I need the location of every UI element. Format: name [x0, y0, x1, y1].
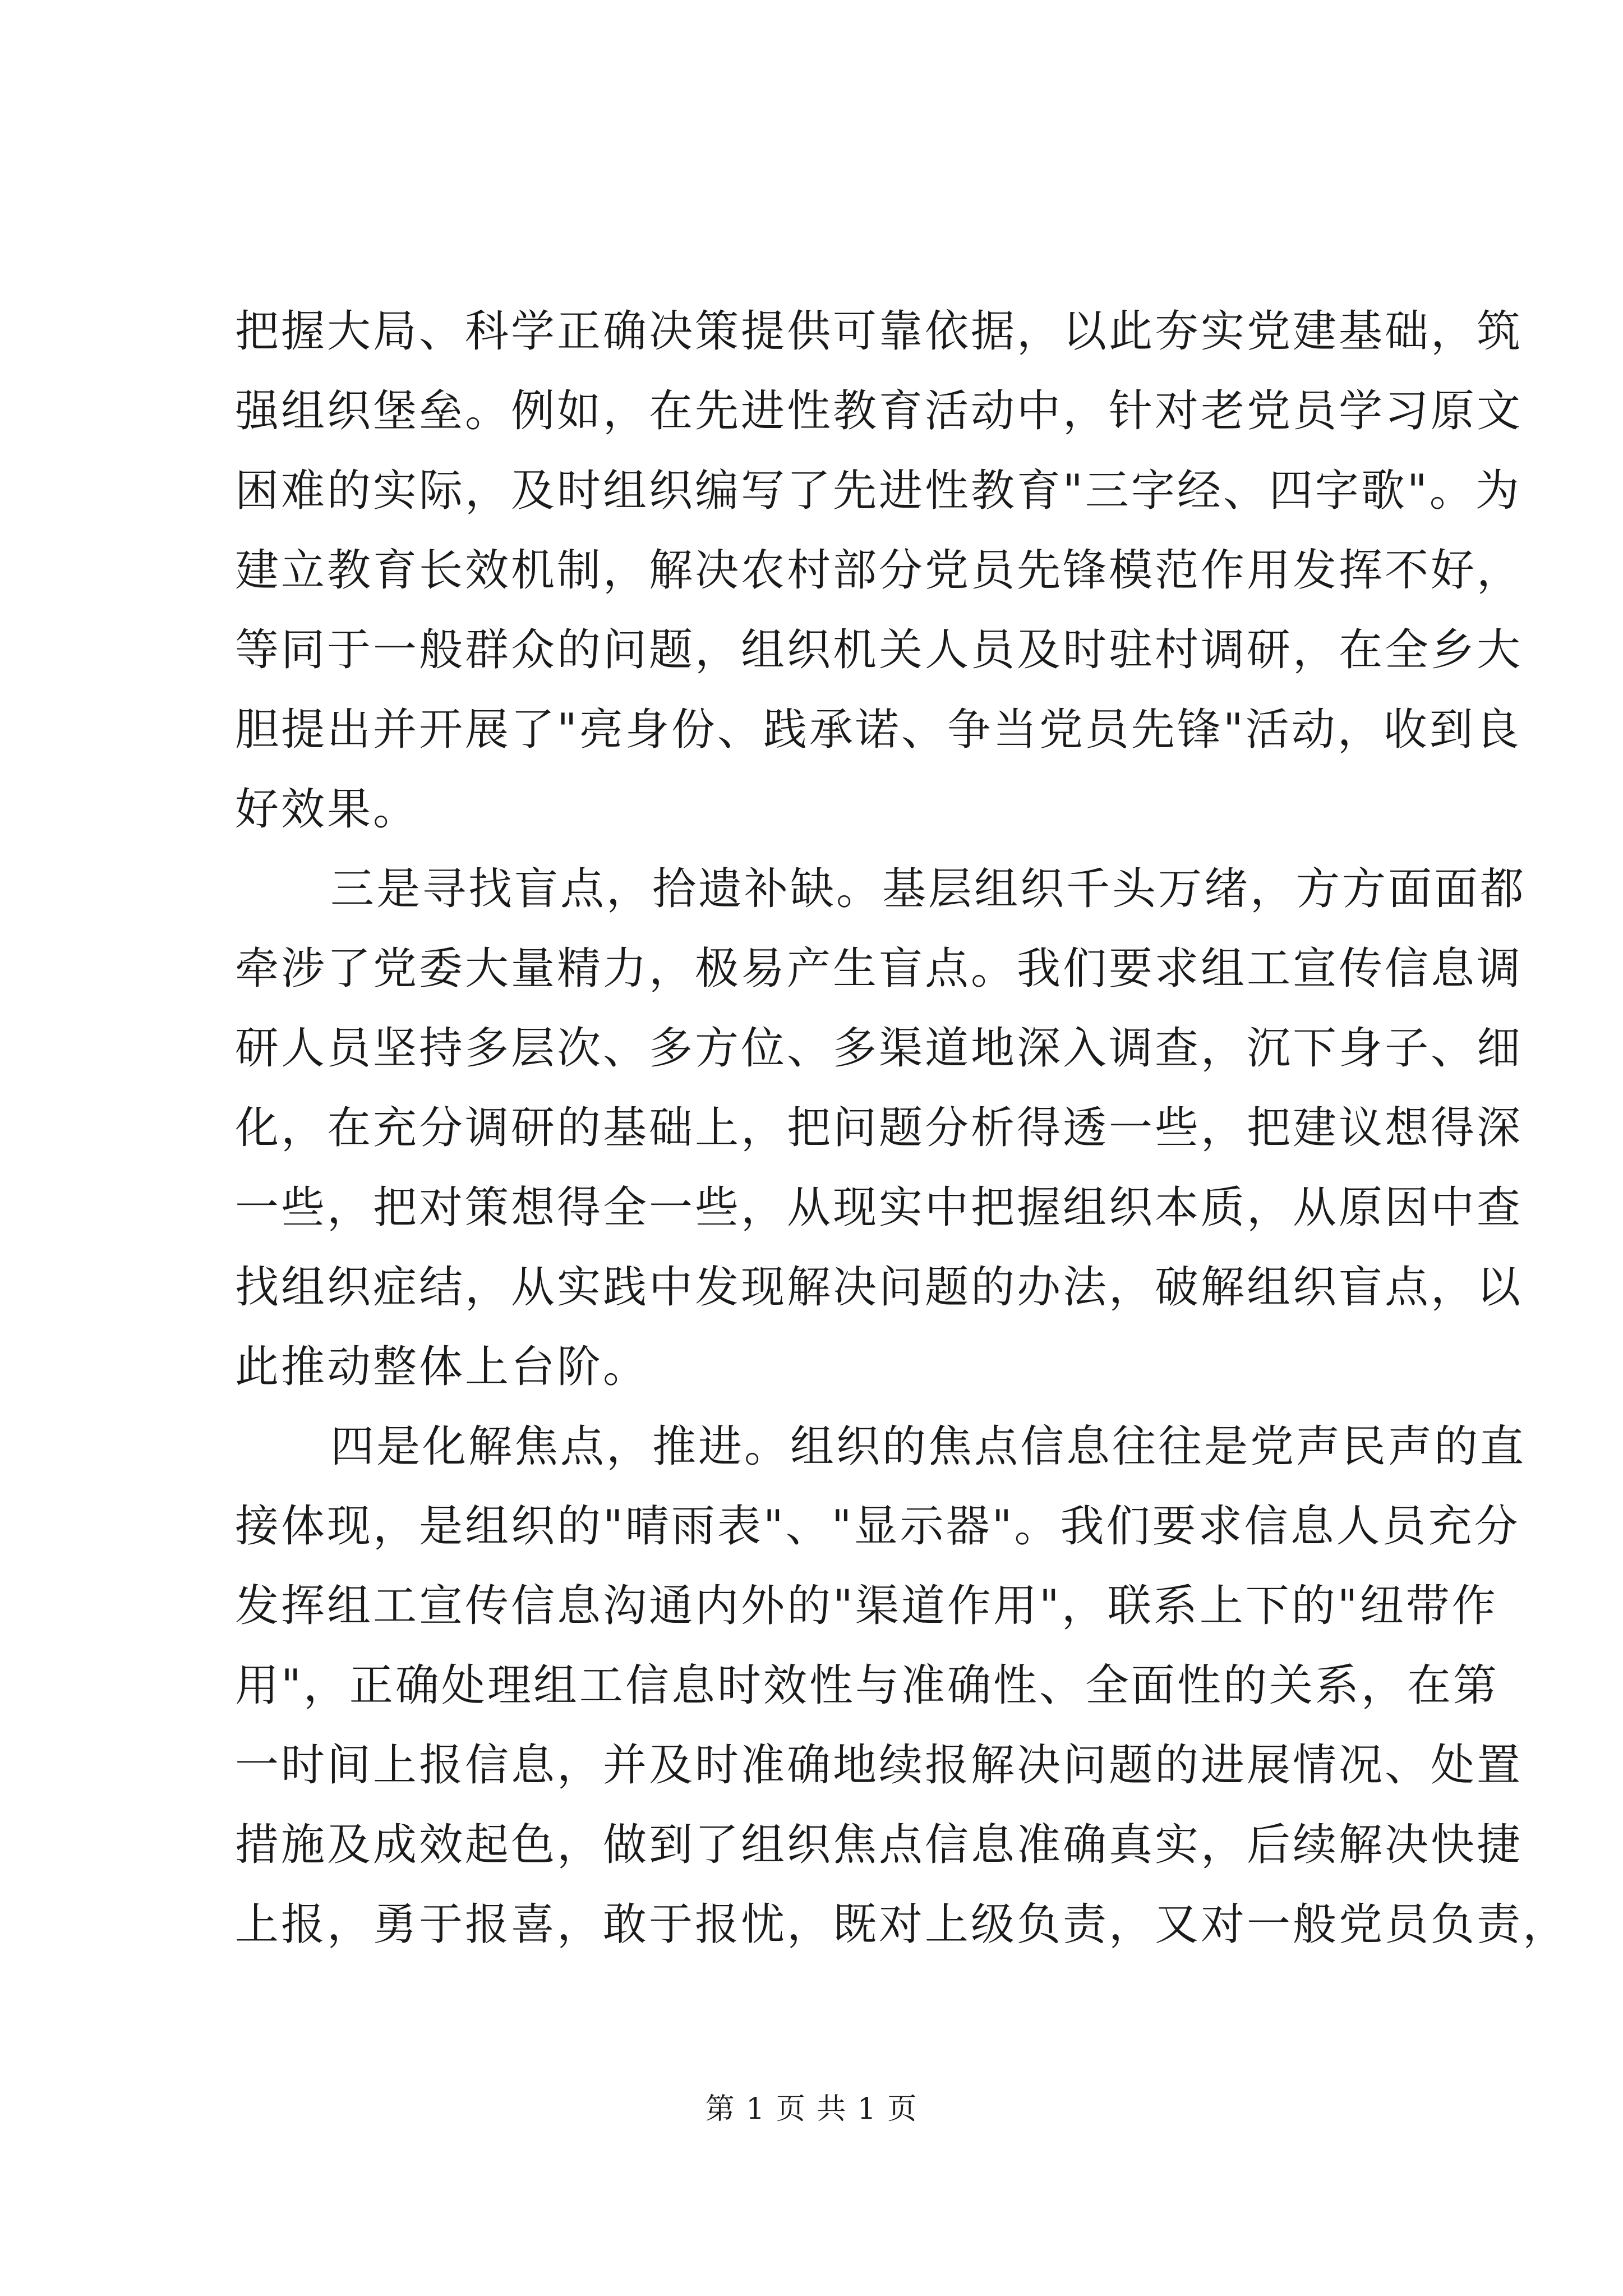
text-line: 接体现，是组织的"晴雨表"、"显示器"。我们要求信息人员充分: [235, 1501, 1520, 1552]
text-line: 一些，把对策想得全一些，从现实中把握组织本质，从原因中查: [235, 1182, 1523, 1233]
page-footer: [0, 2090, 1623, 2129]
text-line: 发挥组工宣传信息沟通内外的"渠道作用"，联系上下的"纽带作: [235, 1581, 1498, 1631]
text-line: 化，在充分调研的基础上，把问题分析得透一些，把建议想得深: [235, 1103, 1523, 1153]
text-line: 此推动整体上台阶。: [235, 1342, 649, 1392]
text-line: 好效果。: [235, 784, 419, 835]
text-line: 牵涉了党委大量精力，极易产生盲点。我们要求组工宣传信息调: [235, 944, 1523, 994]
text-line: 建立教育长效机制，解决农村部分党员先锋模范作用发挥不好，: [235, 545, 1523, 596]
paragraph-first-line: 三是寻找盲点，拾遗补缺。基层组织千头万绪，方方面面都: [330, 864, 1527, 914]
text-line: 困难的实际，及时组织编写了先进性教育"三字经、四字歌"。为: [235, 466, 1521, 516]
text-line: 找组织症结，从实践中发现解决问题的办法，破解组织盲点，以: [235, 1262, 1523, 1313]
document-body: [235, 292, 1569, 1964]
text-line: 等同于一般群众的问题，组织机关人员及时驻村调研，在全乡大: [235, 625, 1523, 675]
text-line: 一时间上报信息，并及时准确地续报解决问题的进展情况、处置: [235, 1740, 1523, 1791]
paragraph-first-line: 四是化解焦点，推进。组织的焦点信息往往是党声民声的直: [330, 1421, 1527, 1472]
text-line: 措施及成效起色，做到了组织焦点信息准确真实，后续解决快捷: [235, 1820, 1523, 1870]
text-line: 用"，正确处理组工信息时效性与准确性、全面性的关系，在第: [235, 1660, 1499, 1711]
page-number: 第 1 页 共 1 页: [705, 2092, 918, 2126]
text-line: 研人员坚持多层次、多方位、多渠道地深入调查，沉下身子、细: [235, 1023, 1523, 1074]
text-line: 强组织堡垒。例如，在先进性教育活动中，针对老党员学习原文: [235, 386, 1523, 436]
text-line: 把握大局、科学正确决策提供可靠依据，以此夯实党建基础，筑: [235, 306, 1523, 357]
text-line: 上报，勇于报喜，敢于报忧，既对上级负责，又对一般党员负责，: [235, 1899, 1569, 1950]
text-line: 胆提出并开展了"亮身份、践承诺、争当党员先锋"活动，收到良: [235, 705, 1521, 755]
